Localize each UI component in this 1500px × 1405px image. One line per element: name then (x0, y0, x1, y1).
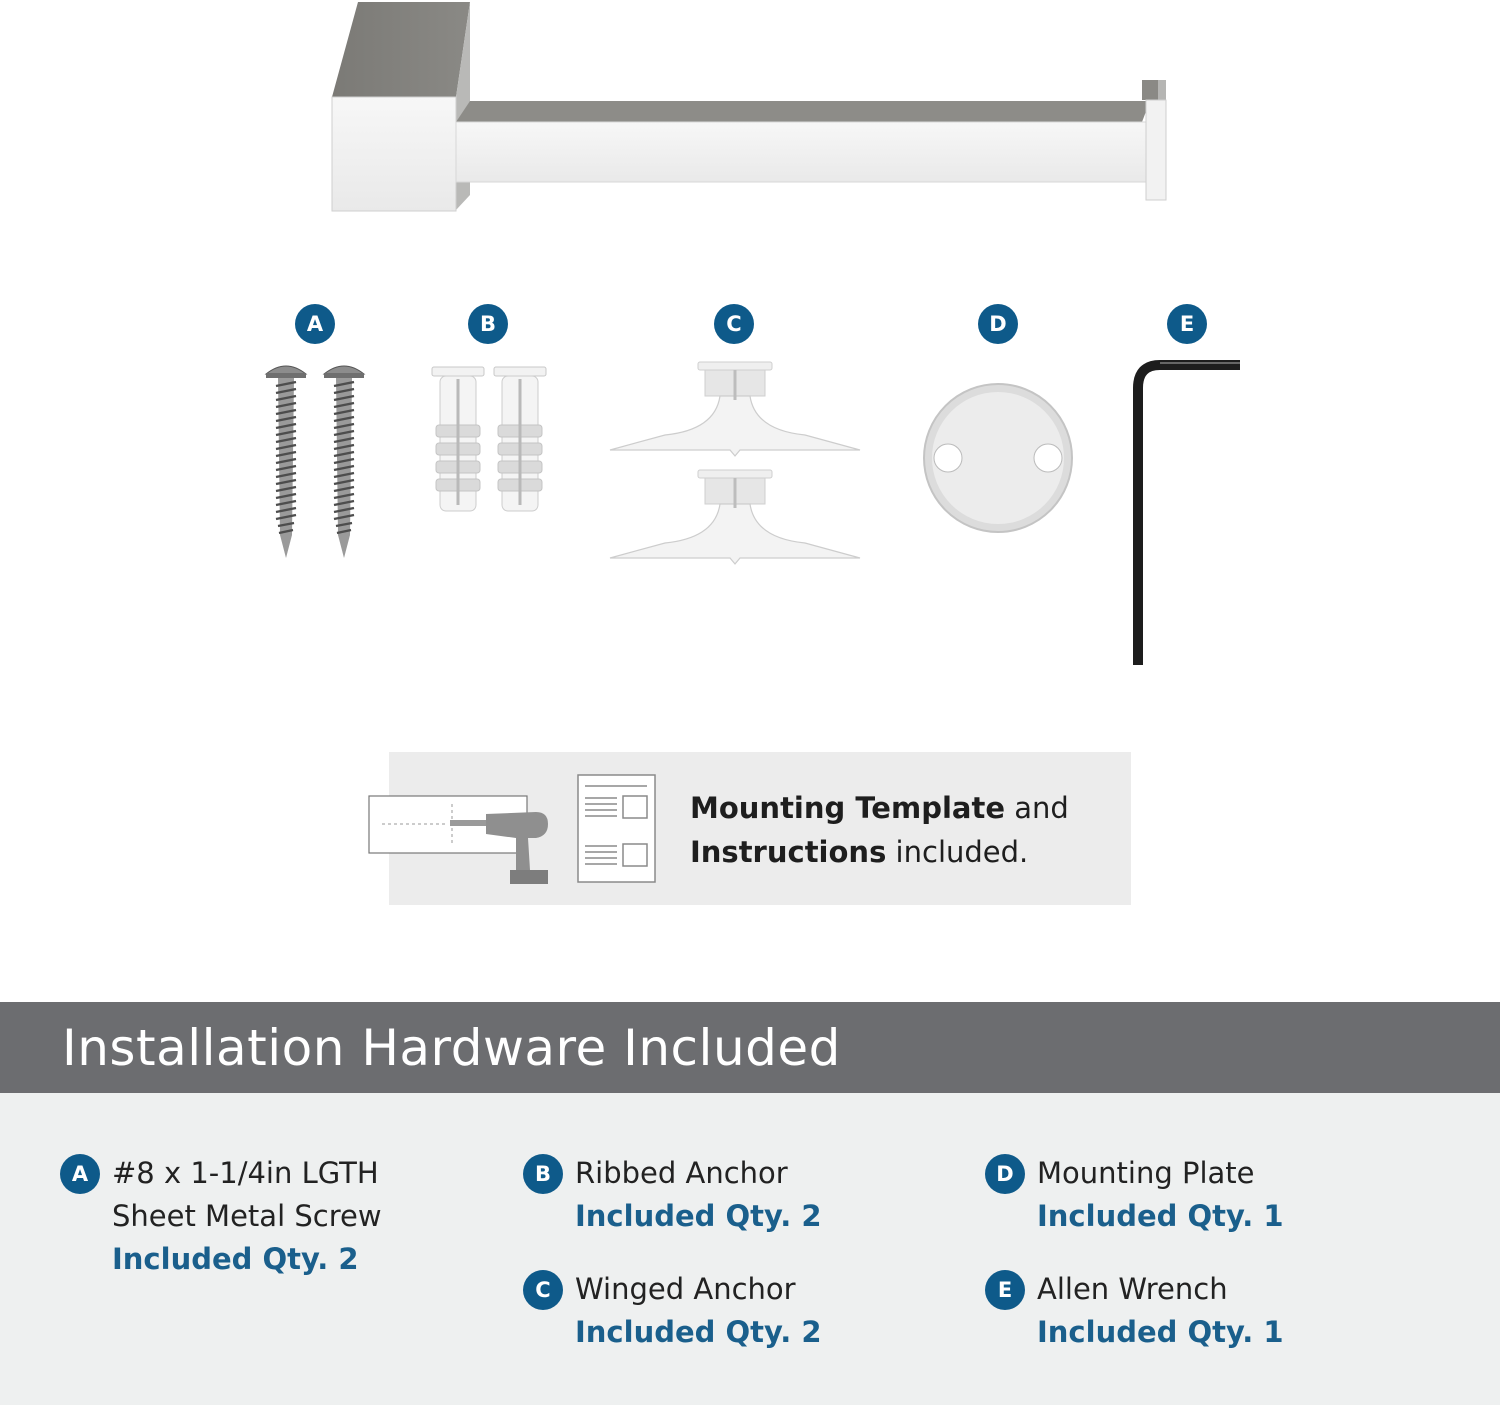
hardware-badge-c: C (523, 1270, 563, 1310)
template-note-text-1: and (1005, 791, 1069, 825)
hardware-item-b-qty: Included Qty. 2 (575, 1199, 822, 1233)
mounting-plate-icon (922, 382, 1074, 534)
hardware-badge-b: B (523, 1154, 563, 1194)
part-label-c: C (714, 304, 754, 344)
hardware-title: Installation Hardware Included (62, 1019, 841, 1077)
hardware-item-a-name-1: #8 x 1-1/4in LGTH (112, 1156, 379, 1190)
hardware-badge-d: D (985, 1154, 1025, 1194)
hardware-item-e (1037, 1268, 1284, 1354)
hardware-item-b-name: Ribbed Anchor (575, 1156, 788, 1190)
part-label-b: B (468, 304, 508, 344)
hardware-badge-a: A (60, 1154, 100, 1194)
hardware-item-c-qty: Included Qty. 2 (575, 1315, 822, 1349)
toilet-paper-holder-image (320, 0, 1180, 220)
hardware-item-a-name-2: Sheet Metal Screw (112, 1199, 382, 1233)
hardware-item-d (1037, 1152, 1284, 1238)
instructions-sheet-icon (577, 774, 657, 884)
hardware-item-b (575, 1152, 822, 1238)
part-label-e: E (1167, 304, 1207, 344)
part-label-a: A (295, 304, 335, 344)
hardware-item-e-name: Allen Wrench (1037, 1272, 1228, 1306)
drill-icon (368, 794, 553, 886)
hardware-item-a (112, 1152, 382, 1281)
hardware-badge-e: E (985, 1270, 1025, 1310)
template-note-text (690, 786, 1120, 874)
hardware-item-a-qty: Included Qty. 2 (112, 1242, 359, 1276)
hardware-item-d-name: Mounting Plate (1037, 1156, 1255, 1190)
hardware-item-c-name: Winged Anchor (575, 1272, 796, 1306)
winged-anchor-icon (605, 360, 865, 565)
template-note-text-2: included. (886, 835, 1029, 869)
template-note-strong-1: Mounting Template (690, 791, 1005, 825)
screw-icon (258, 360, 378, 565)
hardware-item-c (575, 1268, 822, 1354)
allen-wrench-icon (1130, 360, 1245, 672)
part-label-d: D (978, 304, 1018, 344)
hardware-item-e-qty: Included Qty. 1 (1037, 1315, 1284, 1349)
hardware-item-d-qty: Included Qty. 1 (1037, 1199, 1284, 1233)
template-note-strong-2: Instructions (690, 835, 887, 869)
ribbed-anchor-icon (430, 365, 550, 520)
